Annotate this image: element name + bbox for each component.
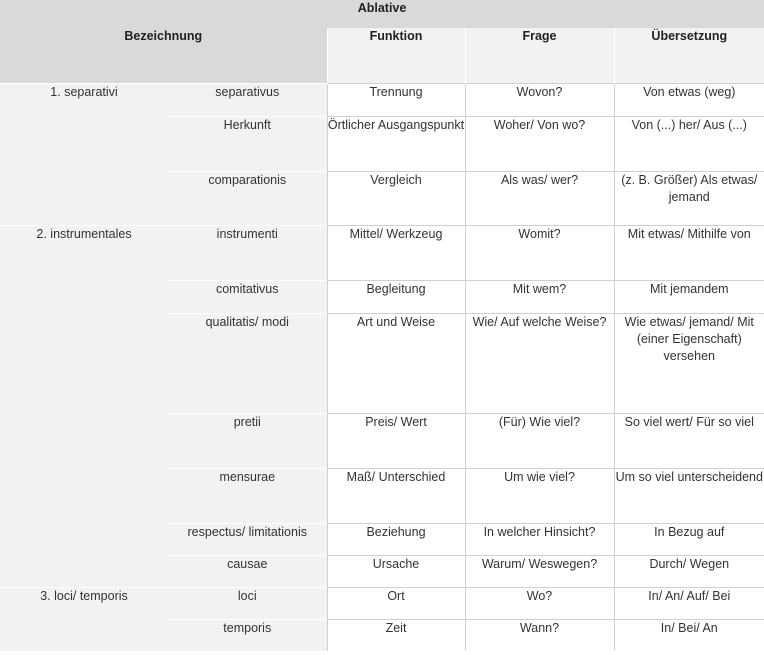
frage-cell: Warum/ Weswegen? <box>465 555 614 587</box>
table-row <box>0 587 764 619</box>
uebersetzung-cell: In/ An/ Auf/ Bei <box>614 587 764 619</box>
case-name: comitativus <box>168 280 327 313</box>
case-name: separativus <box>168 83 327 116</box>
frage-cell: Womit? <box>465 225 614 280</box>
funktion-cell: Örtlicher Ausgangspunkt <box>327 116 465 171</box>
uebersetzung-cell: So viel wert/ Für so viel <box>614 413 764 468</box>
funktion-cell: Vergleich <box>327 171 465 225</box>
header-frage: Frage <box>465 28 614 83</box>
header-uebersetzung: Übersetzung <box>614 28 764 83</box>
uebersetzung-cell: Von etwas (weg) <box>614 83 764 116</box>
frage-cell: Als was/ wer? <box>465 171 614 225</box>
case-name: instrumenti <box>168 225 327 280</box>
frage-cell: Wo? <box>465 587 614 619</box>
funktion-cell: Mittel/ Werkzeug <box>327 225 465 280</box>
uebersetzung-cell: (z. B. Größer) Als etwas/ jemand <box>614 171 764 225</box>
funktion-cell: Begleitung <box>327 280 465 313</box>
case-name: loci <box>168 587 327 619</box>
case-name: respectus/ limitationis <box>168 523 327 555</box>
group-label: 3. loci/ temporis <box>0 587 168 651</box>
table-title: Ablative <box>0 0 764 28</box>
case-name: temporis <box>168 619 327 651</box>
uebersetzung-cell: In Bezug auf <box>614 523 764 555</box>
case-name: qualitatis/ modi <box>168 313 327 413</box>
uebersetzung-cell: In/ Bei/ An <box>614 619 764 651</box>
table-body <box>0 83 764 651</box>
frage-cell: Mit wem? <box>465 280 614 313</box>
uebersetzung-cell: Mit jemandem <box>614 280 764 313</box>
funktion-cell: Ort <box>327 587 465 619</box>
uebersetzung-cell: Um so viel unterscheidend <box>614 468 764 523</box>
uebersetzung-cell: Von (...) her/ Aus (...) <box>614 116 764 171</box>
header-funktion: Funktion <box>327 28 465 83</box>
funktion-cell: Ursache <box>327 555 465 587</box>
funktion-cell: Trennung <box>327 83 465 116</box>
frage-cell: (Für) Wie viel? <box>465 413 614 468</box>
frage-cell: Wann? <box>465 619 614 651</box>
case-name: comparationis <box>168 171 327 225</box>
funktion-cell: Beziehung <box>327 523 465 555</box>
group-label: 2. instrumentales <box>0 225 168 587</box>
frage-cell: Wie/ Auf welche Weise? <box>465 313 614 413</box>
frage-cell: In welcher Hinsicht? <box>465 523 614 555</box>
uebersetzung-cell: Mit etwas/ Mithilfe von <box>614 225 764 280</box>
frage-cell: Woher/ Von wo? <box>465 116 614 171</box>
group-label: 1. separativi <box>0 83 168 225</box>
case-name: pretii <box>168 413 327 468</box>
frage-cell: Wovon? <box>465 83 614 116</box>
funktion-cell: Maß/ Unterschied <box>327 468 465 523</box>
uebersetzung-cell: Wie etwas/ jemand/ Mit (einer Eigenschaft) versehen <box>614 313 764 413</box>
frage-cell: Um wie viel? <box>465 468 614 523</box>
funktion-cell: Preis/ Wert <box>327 413 465 468</box>
header-bezeichnung: Bezeichnung <box>0 28 327 83</box>
funktion-cell: Zeit <box>327 619 465 651</box>
case-name: Herkunft <box>168 116 327 171</box>
case-name: causae <box>168 555 327 587</box>
funktion-cell: Art und Weise <box>327 313 465 413</box>
table-row <box>0 225 764 280</box>
case-name: mensurae <box>168 468 327 523</box>
uebersetzung-cell: Durch/ Wegen <box>614 555 764 587</box>
table-row <box>0 83 764 116</box>
